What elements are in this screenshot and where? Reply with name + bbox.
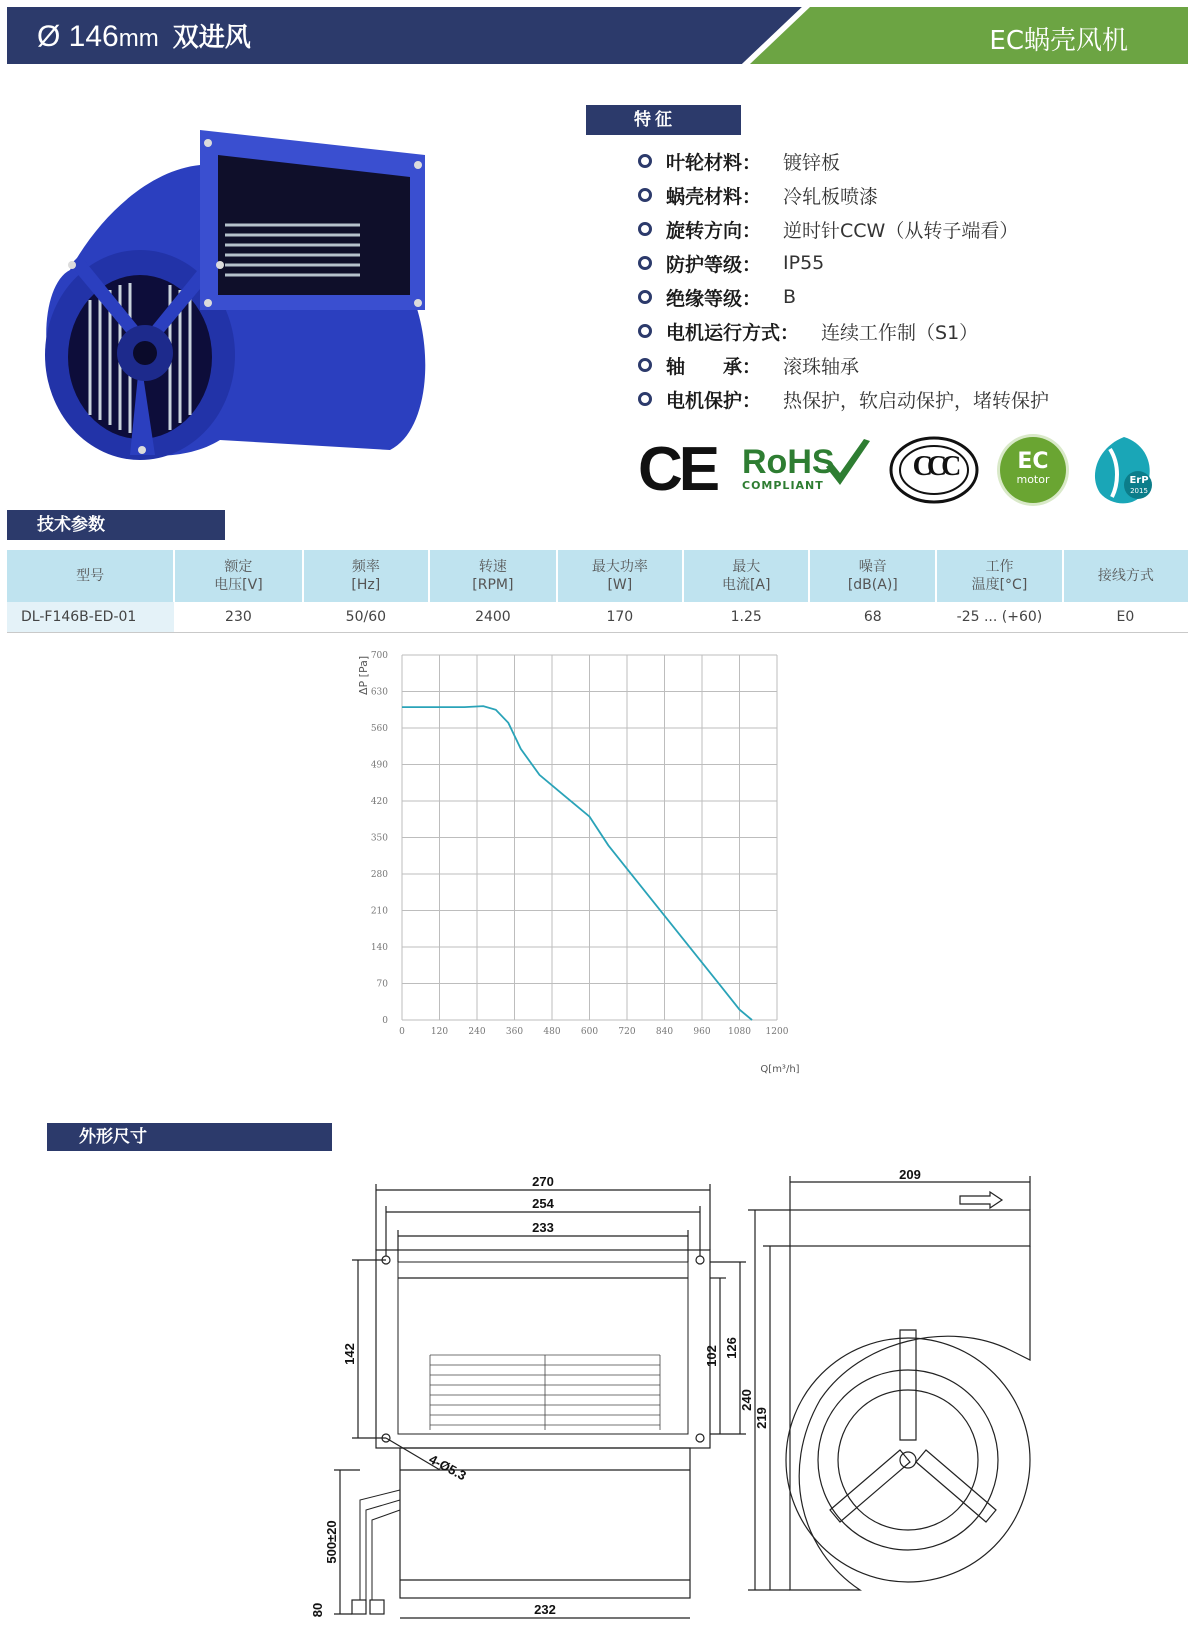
intake-type: 双进风 bbox=[172, 23, 251, 53]
performance-chart bbox=[350, 640, 830, 1080]
feature-label: 轴 承： bbox=[666, 355, 762, 378]
dim-240: 240 bbox=[739, 1389, 754, 1411]
y-tick-label: 280 bbox=[370, 870, 388, 880]
cell-wiring: E0 bbox=[1063, 602, 1188, 633]
col-header: 转速 [RPM] bbox=[429, 550, 557, 602]
col-header: 最大功率 [W] bbox=[557, 550, 683, 602]
x-tick-label: 600 bbox=[580, 1027, 599, 1037]
erp-year: 2015 bbox=[1130, 487, 1148, 495]
feature-item bbox=[638, 249, 824, 277]
y-tick-label: 490 bbox=[370, 760, 388, 771]
x-tick-label: 1080 bbox=[728, 1027, 751, 1037]
feature-label: 电机运行方式： bbox=[666, 321, 800, 344]
col-header: 噪音 [dB(A)] bbox=[809, 550, 936, 602]
cell-speed: 2400 bbox=[429, 602, 557, 633]
col-header: 型号 bbox=[7, 550, 174, 602]
erp-text: ErP bbox=[1129, 475, 1149, 486]
feature-item bbox=[638, 181, 878, 209]
chart-x-ticks bbox=[399, 1027, 789, 1037]
col-header: 额定 电压[V] bbox=[174, 550, 302, 602]
chart-grid bbox=[402, 655, 777, 1020]
features-title: 特征 bbox=[634, 110, 676, 130]
dimension-drawing bbox=[300, 1170, 1080, 1630]
bullet-icon bbox=[638, 358, 652, 372]
y-tick-label: 560 bbox=[370, 724, 388, 734]
feature-value: 冷轧板喷漆 bbox=[783, 185, 879, 208]
dim-142: 142 bbox=[342, 1343, 357, 1365]
table-row bbox=[7, 602, 1188, 633]
cell-current: 1.25 bbox=[683, 602, 809, 633]
bullet-icon bbox=[638, 256, 652, 270]
dim-233: 233 bbox=[532, 1220, 554, 1235]
feature-value: IP55 bbox=[783, 252, 825, 274]
cell-noise: 68 bbox=[809, 602, 936, 633]
feature-label: 电机保护： bbox=[666, 389, 762, 412]
x-tick-label: 360 bbox=[505, 1027, 524, 1037]
dimensions-title: 外形尺寸 bbox=[79, 1127, 147, 1147]
table-header-row bbox=[7, 550, 1188, 602]
cell-power: 170 bbox=[557, 602, 683, 633]
x-tick-label: 0 bbox=[399, 1027, 405, 1037]
feature-value: 镀锌板 bbox=[783, 151, 841, 174]
y-tick-label: 210 bbox=[370, 906, 388, 917]
feature-value: B bbox=[783, 286, 797, 308]
ec-sub: motor bbox=[1016, 473, 1050, 486]
dim-80: 80 bbox=[310, 1602, 325, 1618]
x-axis-label: Q[m³/h] bbox=[760, 1064, 800, 1075]
bullet-icon bbox=[638, 154, 652, 168]
rohs-logo bbox=[742, 445, 882, 500]
feature-item bbox=[638, 385, 1049, 413]
x-tick-label: 120 bbox=[430, 1027, 449, 1037]
feature-label: 旋转方向： bbox=[666, 219, 762, 242]
size-value: Ø 146 bbox=[37, 20, 119, 53]
dim-219: 219 bbox=[754, 1407, 769, 1429]
feature-label: 防护等级： bbox=[666, 253, 762, 276]
x-tick-label: 480 bbox=[543, 1027, 561, 1037]
erp-logo bbox=[1090, 435, 1158, 505]
feature-value: 滚珠轴承 bbox=[783, 355, 860, 378]
series-line bbox=[402, 706, 752, 1020]
tech-title: 技术参数 bbox=[37, 515, 105, 535]
y-tick-label: 630 bbox=[370, 687, 388, 698]
x-tick-label: 840 bbox=[655, 1027, 674, 1037]
dim-209: 209 bbox=[899, 1170, 921, 1182]
y-tick-label: 420 bbox=[370, 797, 388, 807]
feature-label: 叶轮材料： bbox=[666, 151, 762, 174]
bullet-icon bbox=[638, 290, 652, 304]
ec-motor-logo bbox=[1000, 437, 1066, 503]
chart-y-ticks bbox=[371, 651, 388, 1026]
cell-temperature: -25 ... (+60) bbox=[936, 602, 1063, 633]
cell-voltage: 230 bbox=[174, 602, 302, 633]
cell-model: DL-F146B-ED-01 bbox=[7, 602, 174, 633]
y-tick-label: 0 bbox=[382, 1016, 388, 1026]
y-tick-label: 350 bbox=[370, 833, 388, 844]
bullet-icon bbox=[638, 324, 652, 338]
dimensions-header bbox=[47, 1123, 332, 1151]
feature-item bbox=[638, 351, 859, 379]
bullet-icon bbox=[638, 222, 652, 236]
top-banner bbox=[7, 7, 1188, 64]
ce-logo: CE bbox=[638, 435, 717, 504]
bullet-icon bbox=[638, 188, 652, 202]
spec-table bbox=[7, 550, 1188, 633]
col-header: 工作 温度[°C] bbox=[936, 550, 1063, 602]
feature-value: 热保护，软启动保护，堵转保护 bbox=[783, 389, 1050, 412]
feature-value: 连续工作制（S1） bbox=[821, 321, 979, 344]
feature-item bbox=[638, 215, 1018, 243]
dim-holes: 4-Ø5.3 bbox=[426, 1451, 469, 1484]
cell-frequency: 50/60 bbox=[303, 602, 430, 633]
tech-header bbox=[7, 510, 225, 540]
dim-270: 270 bbox=[532, 1174, 554, 1189]
product-photo bbox=[30, 125, 440, 465]
dim-126: 126 bbox=[724, 1337, 739, 1359]
feature-item bbox=[638, 147, 840, 175]
feature-label: 绝缘等级： bbox=[666, 287, 762, 310]
x-tick-label: 1200 bbox=[765, 1027, 789, 1037]
size-unit: mm bbox=[118, 25, 159, 52]
product-category: EC蜗壳风机 bbox=[989, 26, 1128, 56]
x-tick-label: 960 bbox=[693, 1027, 711, 1037]
y-tick-label: 70 bbox=[376, 979, 388, 990]
feature-item bbox=[638, 317, 978, 345]
feature-value: 逆时针CCW（从转子端看） bbox=[783, 219, 1019, 242]
dim-232: 232 bbox=[534, 1602, 556, 1617]
bullet-icon bbox=[638, 392, 652, 406]
ec-text: EC bbox=[1017, 449, 1049, 474]
x-tick-label: 720 bbox=[618, 1027, 636, 1037]
col-header: 最大 电流[A] bbox=[683, 550, 809, 602]
rohs-sub: COMPLIANT bbox=[742, 479, 824, 492]
dim-cable: 500±20 bbox=[324, 1520, 339, 1564]
feature-label: 蜗壳材料： bbox=[666, 185, 762, 208]
product-title bbox=[37, 17, 251, 54]
dim-254: 254 bbox=[532, 1196, 554, 1211]
col-header: 频率 [Hz] bbox=[303, 550, 430, 602]
y-tick-label: 140 bbox=[370, 943, 388, 953]
ccc-logo bbox=[888, 435, 980, 505]
features-header bbox=[586, 105, 741, 135]
col-header: 接线方式 bbox=[1063, 550, 1188, 602]
y-axis-label: ΔP [Pa] bbox=[357, 655, 370, 695]
feature-item bbox=[638, 283, 796, 311]
ccc-text: CCC bbox=[912, 451, 956, 482]
rohs-text: RoHS bbox=[742, 443, 835, 481]
y-tick-label: 700 bbox=[370, 651, 388, 661]
checkmark-icon bbox=[822, 437, 872, 489]
dim-102: 102 bbox=[704, 1345, 719, 1367]
x-tick-label: 240 bbox=[468, 1027, 486, 1037]
